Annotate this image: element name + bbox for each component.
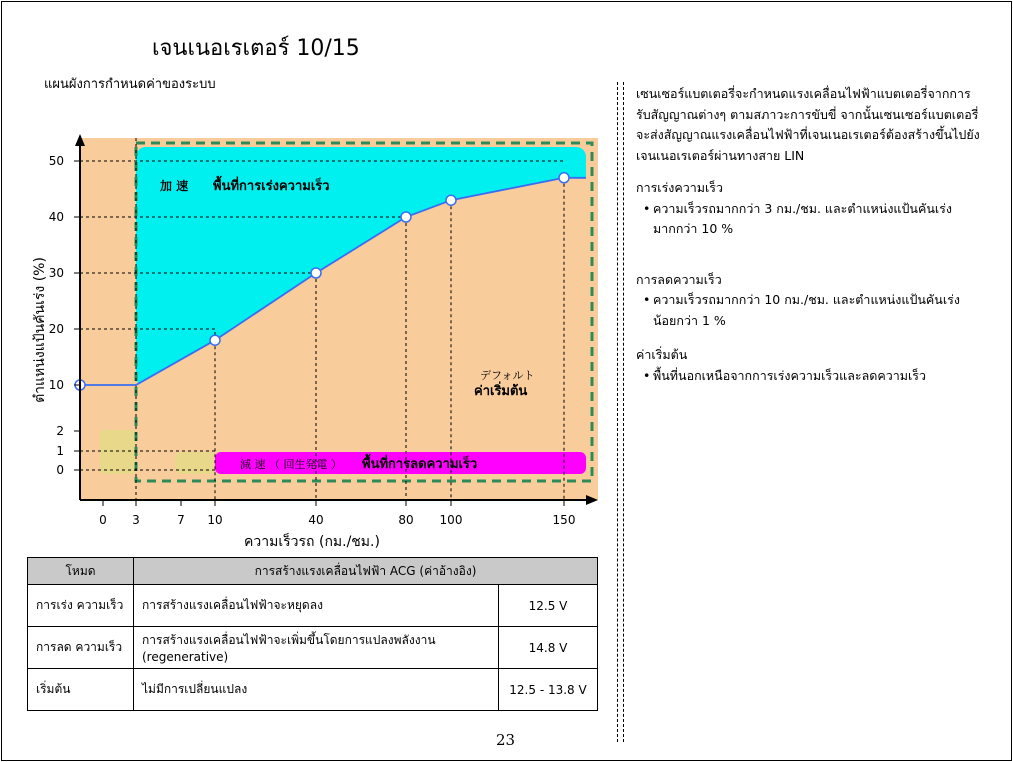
x-tick-label: 80	[398, 513, 414, 527]
decel-condition: • ความเร็วรถมากกว่า 10 กม./ชม. และตำแหน่งแป้นคันเร่งน้อยกว่า 1 %	[636, 290, 981, 331]
table-header-acg: การสร้างแรงเคลื่อนไฟฟ้า ACG (ค่าอ้างอิง)	[134, 558, 598, 585]
configuration-chart	[0, 0, 610, 560]
y-tick-label: 10	[48, 378, 64, 392]
y-tick-label: 30	[48, 266, 64, 280]
x-tick-label: 7	[177, 513, 185, 527]
x-tick-label: 40	[308, 513, 324, 527]
page-number: 23	[496, 731, 516, 749]
x-tick-label: 3	[132, 513, 140, 527]
column-divider	[623, 82, 624, 742]
y-tick-label: 20	[48, 322, 64, 336]
data-point	[559, 173, 569, 183]
column-divider	[617, 82, 618, 742]
row-mode: เริ่มต้น	[28, 669, 134, 711]
row-desc: การสร้างแรงเคลื่อนไฟฟ้าจะหยุดลง	[134, 585, 499, 627]
low-speed-box	[100, 430, 136, 474]
deceleration-label: พื้นที่การลดความเร็ว	[362, 457, 478, 472]
accel-condition: • ความเร็วรถมากกว่า 3 กม./ชม. และตำแหน่งแป้นคันเร่งมากกว่า 10 %	[636, 199, 981, 240]
table-row	[28, 585, 598, 627]
row-desc: ไม่มีการเปลี่ยนแปลง	[134, 669, 499, 711]
default-label-jp: デフォルト	[480, 369, 535, 382]
chart-subtitle: แผนผังการกำหนดค่าของระบบ	[44, 77, 216, 92]
row-mode: การเร่ง ความเร็ว	[28, 585, 134, 627]
row-value: 12.5 V	[499, 585, 598, 627]
decel-heading: การลดความเร็ว	[636, 271, 722, 287]
x-tick-label: 10	[207, 513, 223, 527]
x-tick-label: 0	[99, 513, 107, 527]
y-axis-label: ตำแหน่งแป้นคันเร่ง (%)	[32, 257, 48, 403]
accel-heading: การเร่งความเร็ว	[636, 180, 724, 195]
y-tick-label: 2	[56, 424, 64, 438]
data-point	[446, 195, 456, 205]
y-tick-label: 40	[48, 210, 64, 224]
x-tick-label: 150	[552, 513, 576, 527]
page-title: เจนเนอเรเตอร์ 10/15	[152, 36, 360, 61]
y-tick-label: 0	[56, 463, 64, 477]
default-heading: ค่าเริ่มต้น	[636, 347, 688, 362]
explanation-panel	[636, 84, 981, 386]
data-point	[311, 268, 321, 278]
row-mode: การลด ความเร็ว	[28, 627, 134, 669]
row-desc: การสร้างแรงเคลื่อนไฟฟ้าจะเพิ่มขึ้นโดยการแปลงพลังงาน (regenerative)	[134, 627, 499, 669]
acceleration-label-jp: 加 速	[160, 179, 189, 193]
table-header-mode: โหมด	[28, 558, 134, 585]
acceleration-label: พื้นที่การเร่งความเร็ว	[213, 179, 330, 194]
table-row	[28, 627, 598, 669]
acg-mode-table	[27, 557, 598, 711]
y-tick-label: 1	[56, 444, 64, 458]
x-tick-label: 100	[439, 513, 463, 527]
intro-text: เซนเซอร์แบตเตอรี่จะกำหนดแรงเคลื่อนไฟฟ้าแบตเตอรี่จากการรับสัญญาณต่างๆ ตามสภาวะการขับขี่ จากนั้นเซนเซอร์แบตเตอรี่จะส่งสัญญาณแรงเคลื่อนไฟฟ้าที่เจนเนอเรเตอร์ต้องสร้างขึ้นไปยังเจนเนอเรเตอร์ผ่านทางสาย LIN	[636, 86, 980, 163]
low-speed-box	[175, 452, 215, 474]
default-condition: • พื้นที่นอกเหนือจากการเร่งความเร็วและลดความเร็ว	[636, 366, 981, 387]
default-label: ค่าเริ่มต้น	[474, 384, 528, 399]
x-axis-label: ความเร็วรถ (กม./ชม.)	[244, 534, 380, 550]
y-tick-label: 50	[48, 154, 64, 168]
deceleration-label-jp: 減 速 （ 回生発電 ）	[240, 458, 342, 471]
data-point	[401, 212, 411, 222]
row-value: 14.8 V	[499, 627, 598, 669]
data-point	[210, 335, 220, 345]
row-value: 12.5 - 13.8 V	[499, 669, 598, 711]
table-row	[28, 669, 598, 711]
